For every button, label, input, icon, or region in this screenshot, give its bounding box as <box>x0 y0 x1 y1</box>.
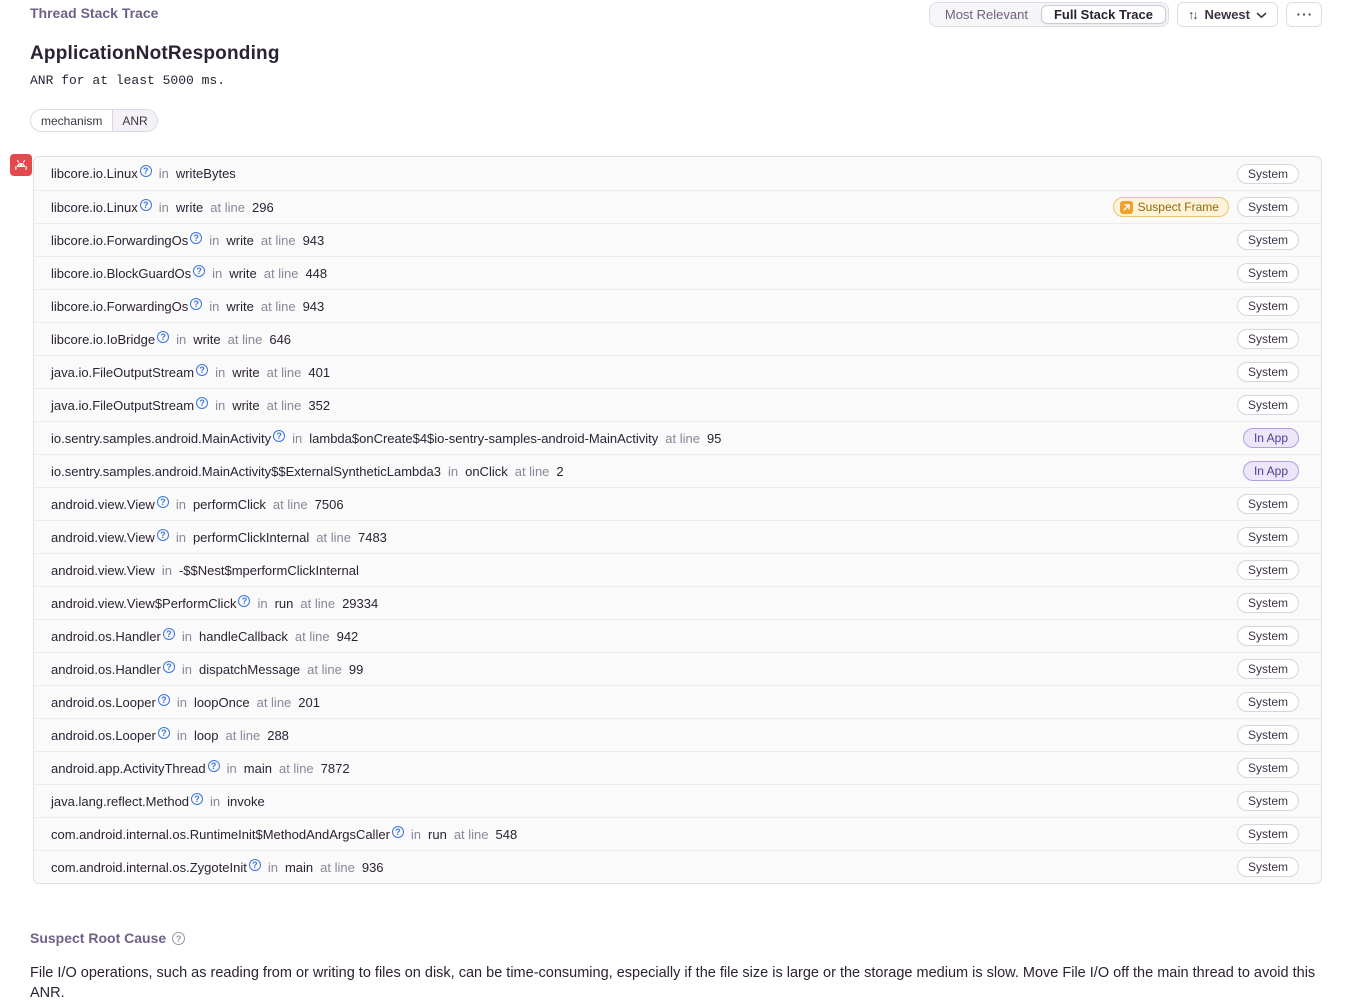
hint-question-icon[interactable] <box>191 793 203 805</box>
stack-frame-row[interactable] <box>34 817 1321 850</box>
frame-description <box>51 464 1243 479</box>
frame-badge: System <box>1237 329 1299 349</box>
frame-function: dispatchMessage <box>198 661 301 677</box>
frame-description <box>51 596 1237 611</box>
frame-description <box>51 200 1113 215</box>
frame-description <box>51 530 1237 545</box>
frame-function: write <box>193 331 221 347</box>
frame-in-label: in <box>175 496 186 512</box>
frame-at-line-label: at line <box>294 628 330 644</box>
frame-function: lambda$onCreate$4$io-sentry-samples-android-MainActivity <box>309 430 659 446</box>
frame-line-number: 401 <box>308 364 331 380</box>
hint-question-icon[interactable] <box>190 298 202 310</box>
sort-arrows-icon <box>1188 7 1199 22</box>
hint-question-icon[interactable] <box>157 331 169 343</box>
frame-badge: System <box>1237 791 1299 811</box>
more-options-button[interactable] <box>1286 2 1322 27</box>
frame-function: handleCallback <box>198 628 288 644</box>
frame-badge: System <box>1237 527 1299 547</box>
frame-badge: System <box>1237 362 1299 382</box>
frame-at-line-label: at line <box>266 397 302 413</box>
frame-function: writeBytes <box>175 166 236 181</box>
hint-question-icon[interactable] <box>190 232 202 244</box>
frame-module: io.sentry.samples.android.MainActivity$$ExternalSyntheticLambda3 <box>51 463 441 479</box>
frame-badges <box>1237 791 1299 811</box>
frame-module: java.io.FileOutputStream <box>51 397 195 413</box>
sort-button[interactable] <box>1177 2 1278 27</box>
frame-description <box>51 299 1237 314</box>
frame-badges <box>1237 230 1299 250</box>
header-bar <box>0 0 1350 27</box>
stack-trace-section <box>33 156 1322 884</box>
stack-frame-row[interactable] <box>34 652 1321 685</box>
frame-line-number: 7872 <box>320 760 350 776</box>
tag-key: mechanism <box>31 110 112 131</box>
frame-description <box>51 332 1237 347</box>
event-title: ApplicationNotResponding <box>30 43 280 64</box>
frame-in-label: in <box>175 529 186 545</box>
frame-at-line-label: at line <box>266 364 302 380</box>
frame-function: main <box>243 760 272 776</box>
section-title: Thread Stack Trace <box>30 5 159 21</box>
frame-in-label: in <box>292 430 303 446</box>
frame-description <box>51 166 1237 181</box>
frame-badge: System <box>1237 263 1299 283</box>
frame-badges <box>1237 164 1299 184</box>
frame-function: -$$Nest$mperformClickInternal <box>178 562 359 578</box>
stack-frame-row[interactable] <box>34 322 1321 355</box>
frame-line-number: 7483 <box>357 529 387 545</box>
frame-in-label: in <box>215 364 226 380</box>
frame-badges <box>1237 692 1299 712</box>
frame-function: write <box>226 232 254 248</box>
help-question-icon[interactable] <box>172 932 185 945</box>
toggle-most-relevant[interactable]: Most Relevant <box>944 7 1028 22</box>
frame-in-label: in <box>161 562 172 578</box>
hint-question-icon[interactable] <box>196 397 208 409</box>
suspect-frame-label: Suspect Frame <box>1137 200 1219 214</box>
frame-module: libcore.io.Linux <box>51 199 138 215</box>
frame-function: write <box>232 397 260 413</box>
frame-badges <box>1237 527 1299 547</box>
frame-description <box>51 233 1237 248</box>
frame-at-line-label: at line <box>514 463 550 479</box>
frame-in-label: in <box>181 628 192 644</box>
frame-at-line-label: at line <box>263 265 299 281</box>
frame-line-number: 352 <box>308 397 331 413</box>
hint-question-icon[interactable] <box>157 529 169 541</box>
frame-function: write <box>229 265 257 281</box>
stack-frame-row[interactable] <box>34 157 1321 190</box>
frame-at-line-label: at line <box>256 694 292 710</box>
stack-frame-row[interactable] <box>34 751 1321 784</box>
frame-badge: System <box>1237 164 1299 184</box>
frame-function: performClick <box>192 496 266 512</box>
frame-badges <box>1237 494 1299 514</box>
frame-module: java.io.FileOutputStream <box>51 364 195 380</box>
frame-module: android.view.View$PerformClick <box>51 595 237 611</box>
ellipsis-icon <box>1296 6 1313 23</box>
frame-in-label: in <box>210 793 221 809</box>
frame-line-number: 296 <box>252 199 274 215</box>
frame-in-label: in <box>447 463 459 479</box>
frame-badge: System <box>1237 296 1299 316</box>
hint-question-icon[interactable] <box>392 826 404 838</box>
frame-description <box>51 728 1237 743</box>
frame-badge: System <box>1237 758 1299 778</box>
hint-question-icon[interactable] <box>158 694 170 706</box>
header-controls <box>929 2 1322 27</box>
frame-module: android.app.ActivityThread <box>51 760 206 776</box>
frame-module: io.sentry.samples.android.MainActivity <box>51 430 272 446</box>
frame-function: write <box>175 199 204 215</box>
stack-frame-row[interactable] <box>34 256 1321 289</box>
frame-in-label: in <box>176 331 187 347</box>
frame-at-line-label: at line <box>227 331 263 347</box>
frame-module: android.view.View <box>51 529 155 545</box>
frame-at-line-label: at line <box>260 232 296 248</box>
frame-function: main <box>284 859 314 875</box>
stack-frame-row[interactable] <box>34 421 1321 454</box>
frame-at-line-label: at line <box>260 298 296 314</box>
suspect-root-cause-section <box>0 930 1350 1003</box>
frame-line-number: 29334 <box>342 595 379 611</box>
frame-badges <box>1113 197 1299 217</box>
frame-function: loop <box>193 727 219 743</box>
stack-frame-row[interactable] <box>34 784 1321 817</box>
hint-question-icon[interactable] <box>140 199 152 211</box>
frame-line-number: 942 <box>336 628 359 644</box>
frame-badges <box>1237 329 1299 349</box>
frame-badge: System <box>1237 395 1299 415</box>
external-link-icon <box>1120 201 1133 214</box>
frame-module: libcore.io.ForwardingOs <box>51 232 189 248</box>
frame-badges <box>1237 626 1299 646</box>
frame-description <box>51 860 1237 875</box>
frame-at-line-label: at line <box>272 496 308 512</box>
tag-mechanism[interactable] <box>30 109 158 132</box>
frame-function: performClickInternal <box>192 529 310 545</box>
frame-description <box>51 761 1237 776</box>
event-subtitle: ANR for at least 5000 ms. <box>30 73 226 88</box>
frame-in-label: in <box>267 859 278 875</box>
suspect-root-cause-title <box>30 930 1322 946</box>
hint-question-icon[interactable] <box>158 727 170 739</box>
frame-badges <box>1237 560 1299 580</box>
frame-badges <box>1243 461 1299 481</box>
frame-badge: System <box>1237 659 1299 679</box>
stack-frame-row[interactable] <box>34 454 1321 487</box>
frame-at-line-label: at line <box>300 595 336 611</box>
frame-in-label: in <box>410 826 422 842</box>
frame-badge: System <box>1237 197 1299 217</box>
frame-in-label: in <box>212 265 223 281</box>
frame-module: android.os.Handler <box>51 628 161 644</box>
suspect-root-cause-description: File I/O operations, such as reading from or writing to files on disk, can be time-consuming, especially if the file size is large or the storage medium is slow. Move File I/O off the main thread to avoid this ANR. <box>30 965 1316 1001</box>
frame-line-number: 95 <box>706 430 722 446</box>
frame-in-label: in <box>209 232 220 248</box>
frame-module: android.view.View <box>51 562 155 578</box>
frame-badge: System <box>1237 560 1299 580</box>
frame-function: write <box>226 298 254 314</box>
frame-description <box>51 266 1237 281</box>
frame-line-number: 288 <box>267 727 289 743</box>
stack-frame-list <box>33 156 1322 884</box>
frame-description <box>51 629 1237 644</box>
suspect-frame-pill[interactable] <box>1113 197 1229 217</box>
frame-module: libcore.io.Linux <box>51 166 138 181</box>
hint-question-icon[interactable] <box>140 165 152 177</box>
hint-question-icon[interactable] <box>238 595 250 607</box>
frame-badge: System <box>1237 230 1299 250</box>
hint-question-icon[interactable] <box>249 859 261 871</box>
frame-description <box>51 827 1237 842</box>
frame-badge: System <box>1237 626 1299 646</box>
frame-module: com.android.internal.os.ZygoteInit <box>51 859 247 875</box>
frame-at-line-label: at line <box>225 727 261 743</box>
event-header <box>0 43 1350 132</box>
frame-module: libcore.io.ForwardingOs <box>51 298 189 314</box>
frame-module: android.os.Looper <box>51 694 156 710</box>
hint-question-icon[interactable] <box>208 760 220 772</box>
chevron-down-icon <box>1256 7 1267 22</box>
frame-badges <box>1237 362 1299 382</box>
stack-frame-row[interactable] <box>34 190 1321 223</box>
frame-badge: System <box>1237 725 1299 745</box>
frame-badge: System <box>1237 593 1299 613</box>
frame-line-number: 7506 <box>314 496 344 512</box>
frame-function: loopOnce <box>193 694 250 710</box>
stack-frame-row[interactable] <box>34 355 1321 388</box>
frame-at-line-label: at line <box>278 760 314 776</box>
stack-frame-row[interactable] <box>34 520 1321 553</box>
frame-line-number: 201 <box>298 694 320 710</box>
frame-badges <box>1237 758 1299 778</box>
frame-in-label: in <box>226 760 237 776</box>
hint-question-icon[interactable] <box>193 265 205 277</box>
frame-badge: System <box>1237 692 1299 712</box>
frame-in-label: in <box>215 397 226 413</box>
frame-badges <box>1237 593 1299 613</box>
stack-frame-row[interactable] <box>34 685 1321 718</box>
frame-module: com.android.internal.os.RuntimeInit$MethodAndArgsCaller <box>51 826 390 842</box>
frame-line-number: 99 <box>348 661 364 677</box>
frame-description <box>51 365 1237 380</box>
frame-in-label: in <box>181 661 192 677</box>
frame-badge: System <box>1237 824 1299 844</box>
frame-badges <box>1237 263 1299 283</box>
frame-at-line-label: at line <box>307 661 342 677</box>
stack-frame-row[interactable] <box>34 223 1321 256</box>
suspect-root-cause-label: Suspect Root Cause <box>30 930 167 946</box>
frame-line-number: 936 <box>361 859 384 875</box>
frame-in-label: in <box>158 199 169 215</box>
frame-module: libcore.io.BlockGuardOs <box>51 265 192 281</box>
hint-question-icon[interactable] <box>163 661 175 673</box>
frame-badge: In App <box>1243 428 1299 448</box>
frame-line-number: 548 <box>495 826 518 842</box>
frame-in-label: in <box>257 595 268 611</box>
tag-value: ANR <box>112 110 156 131</box>
frame-badges <box>1237 395 1299 415</box>
frame-badges <box>1237 824 1299 844</box>
hint-question-icon[interactable] <box>196 364 208 376</box>
stack-frame-row[interactable] <box>34 586 1321 619</box>
frame-description <box>51 563 1237 578</box>
hint-question-icon[interactable] <box>163 628 175 640</box>
frame-badges <box>1237 659 1299 679</box>
frame-badge: In App <box>1243 461 1299 481</box>
frame-badges <box>1237 857 1299 877</box>
frame-description <box>51 695 1237 710</box>
stack-frame-row[interactable] <box>34 619 1321 652</box>
hint-question-icon[interactable] <box>157 496 169 508</box>
frame-at-line-label: at line <box>453 826 489 842</box>
frame-at-line-label: at line <box>320 859 355 875</box>
frame-description <box>51 497 1237 512</box>
hint-question-icon[interactable] <box>273 430 285 442</box>
frame-description <box>51 794 1237 809</box>
frame-in-label: in <box>158 166 169 181</box>
sort-label: Newest <box>1204 7 1250 22</box>
tags-row <box>30 109 1320 132</box>
stack-frame-row[interactable] <box>34 388 1321 421</box>
frame-in-label: in <box>209 298 220 314</box>
frame-function: write <box>232 364 260 380</box>
frame-at-line-label: at line <box>210 199 245 215</box>
frame-function: invoke <box>227 793 265 809</box>
frame-badge: System <box>1237 494 1299 514</box>
stack-frame-row[interactable] <box>34 718 1321 751</box>
frame-function: run <box>274 595 294 611</box>
stack-frame-row[interactable] <box>34 850 1321 883</box>
toggle-full-stack-trace[interactable]: Full Stack Trace <box>1041 5 1166 24</box>
frame-line-number: 646 <box>269 331 292 347</box>
frame-at-line-label: at line <box>316 529 351 545</box>
frame-module: android.os.Looper <box>51 727 156 743</box>
frame-badge: System <box>1237 857 1299 877</box>
frame-module: android.view.View <box>51 496 155 512</box>
frame-function: onClick <box>465 463 508 479</box>
frame-badges <box>1237 725 1299 745</box>
frame-badges <box>1243 428 1299 448</box>
frame-line-number: 943 <box>302 298 325 314</box>
frame-description <box>51 398 1237 413</box>
frame-function: run <box>428 826 447 842</box>
frame-description <box>51 662 1237 677</box>
android-platform-icon <box>10 154 32 176</box>
frame-module: java.lang.reflect.Method <box>51 793 190 809</box>
frame-badges <box>1237 296 1299 316</box>
frame-line-number: 2 <box>556 463 564 479</box>
frame-in-label: in <box>176 727 187 743</box>
frame-line-number: 448 <box>305 265 328 281</box>
stack-frame-row[interactable] <box>34 553 1321 586</box>
stack-frame-row[interactable] <box>34 289 1321 322</box>
stack-frame-row[interactable] <box>34 487 1321 520</box>
frame-in-label: in <box>176 694 187 710</box>
frame-description <box>51 431 1243 446</box>
view-toggle <box>929 2 1169 27</box>
frame-module: libcore.io.IoBridge <box>51 331 156 347</box>
frame-line-number: 943 <box>302 232 325 248</box>
frame-module: android.os.Handler <box>51 661 161 677</box>
frame-at-line-label: at line <box>665 430 700 446</box>
